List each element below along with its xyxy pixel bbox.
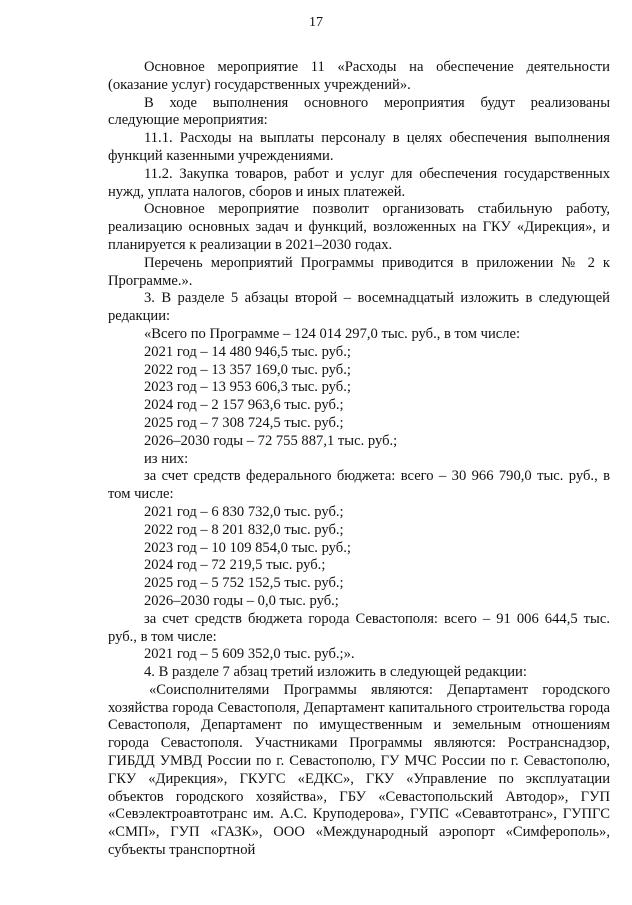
- page-number: 17: [309, 15, 323, 30]
- total-year-line: 2024 год – 2 157 963,6 тыс. руб.;: [144, 397, 344, 414]
- city-budget-intro: за счет средств бюджета города Севастополя: всего – 91 006 644,5 тыс. руб., в том числе:: [108, 610, 610, 645]
- federal-year-line: 2024 год – 72 219,5 тыс. руб.;: [144, 557, 326, 574]
- document-body: [108, 59, 610, 860]
- paragraph-total-funding: «Всего по Программе – 124 014 297,0 тыс. руб., в том числе:: [144, 325, 521, 342]
- paragraph-activity-purpose: Основное мероприятие позволит организовать стабильную работу, реализацию основных задач и функций, возложенных на ГКУ «Дирекция», и планируется к реализации в 2021–2030 годах.: [108, 201, 610, 253]
- total-year-line: 2021 год – 14 480 946,5 тыс. руб.;: [144, 343, 351, 360]
- total-year-line: 2026–2030 годы – 72 755 887,1 тыс. руб.;: [144, 432, 398, 449]
- paragraph-activities-intro: В ходе выполнения основного мероприятия будут реализованы следующие мероприятия:: [108, 94, 610, 129]
- city-year-line: 2021 год – 5 609 352,0 тыс. руб.;».: [144, 646, 355, 663]
- paragraph-main-activity-11: Основное мероприятие 11 «Расходы на обеспечение деятельности (оказание услуг) государственных учреждений».: [108, 59, 610, 93]
- paragraph-section7-heading: 4. В разделе 7 абзац третий изложить в следующей редакции:: [144, 664, 527, 681]
- paragraph-item-11-2: 11.2. Закупка товаров, работ и услуг для обеспечения государственных нужд, уплата налогов, сборов и иных платежей.: [108, 165, 610, 200]
- paragraph-section5-heading: 3. В разделе 5 абзацы второй – восемнадцатый изложить в следующей редакции:: [108, 290, 610, 325]
- paragraph-list-reference: Перечень мероприятий Программы приводится в приложении № 2 к Программе.».: [108, 254, 610, 289]
- paragraph-item-11-1: 11.1. Расходы на выплаты персоналу в целях обеспечения выполнения функций казенными учреждениями.: [108, 130, 610, 164]
- paragraph-section7-text: «Соисполнителями Программы являются: Департамент городского хозяйства города Севастополя, Департамент капитального строительства города Севастополя, Департамент по имущественным и земельным отношениям города Севастополя. Участниками Программы являются: Ространснадзор, ГИБДД УМВД России по г. Севастополю, ГУ МЧС России по г. Севастополю, ГКУ «Дирекция», ГКУГС «ЕДКС», ГКУ «Управление по эксплуатации объектов городского хозяйства», ГБУ «Севастопольский Автодор», ГУП «Севэлектроавтотранс им. А.С. Круподерова», ГУПС «Севавтотранс», ГУПГС «СМП», ГУП «ГАЗК», ООО «Международный аэропорт «Симферополь», субъекты транспортной: [108, 681, 610, 859]
- federal-year-line: 2026–2030 годы – 0,0 тыс. руб.;: [144, 592, 339, 609]
- federal-year-line: 2025 год – 5 752 152,5 тыс. руб.;: [144, 575, 344, 592]
- total-year-line: 2025 год – 7 308 724,5 тыс. руб.;: [144, 414, 344, 431]
- federal-year-line: 2022 год – 8 201 832,0 тыс. руб.;: [144, 521, 344, 538]
- of-them-label: из них:: [144, 450, 189, 467]
- federal-budget-intro: за счет средств федерального бюджета: всего – 30 966 790,0 тыс. руб., в том числе:: [108, 468, 610, 503]
- total-year-line: 2022 год – 13 357 169,0 тыс. руб.;: [144, 361, 351, 378]
- total-year-line: 2023 год – 13 953 606,3 тыс. руб.;: [144, 379, 351, 396]
- federal-year-line: 2021 год – 6 830 732,0 тыс. руб.;: [144, 503, 344, 520]
- federal-year-line: 2023 год – 10 109 854,0 тыс. руб.;: [144, 539, 351, 556]
